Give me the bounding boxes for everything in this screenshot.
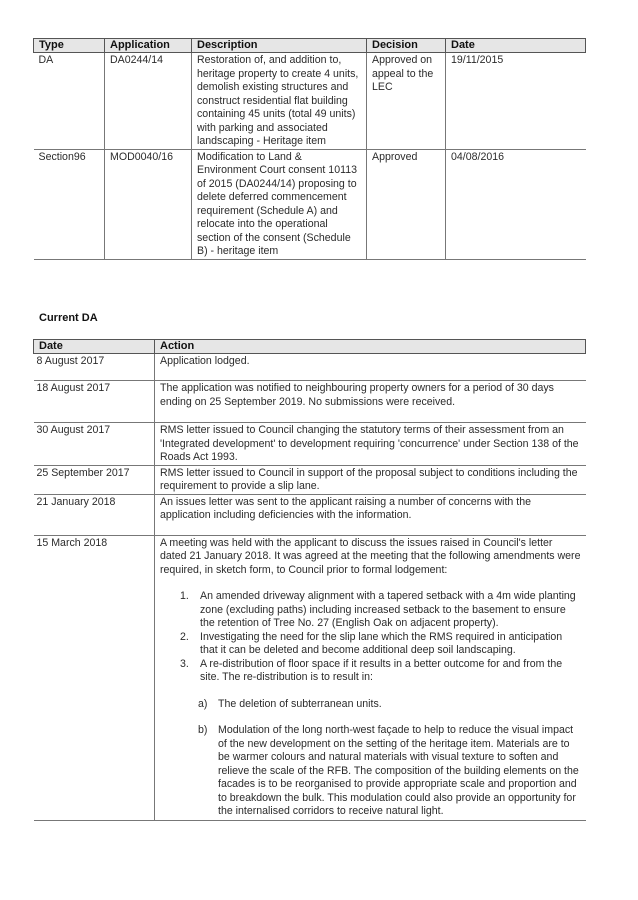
list-text: An amended driveway alignment with a tapered setback with a 4m wide planting zone (excluding paths) including increased setback to the basement to ensure the retention of Tree No. 27 (English Oak on adjacent property). xyxy=(200,590,576,629)
cell-date: 15 March 2018 xyxy=(34,535,155,820)
table-row xyxy=(34,465,586,494)
amendments-list xyxy=(180,590,581,685)
cell-date: 25 September 2017 xyxy=(34,465,155,494)
cell-decision: Approved on appeal to the LEC xyxy=(367,53,446,150)
list-marker: 2. xyxy=(180,630,189,643)
table-row xyxy=(34,53,586,150)
header-date: Date xyxy=(446,39,586,53)
cell-decision: Approved xyxy=(367,149,446,259)
list-item xyxy=(180,590,581,631)
list-text: The deletion of subterranean units. xyxy=(218,697,382,710)
table-row xyxy=(34,354,586,381)
cell-date: 18 August 2017 xyxy=(34,381,155,423)
list-item xyxy=(198,724,581,819)
cell-action: An issues letter was sent to the applicant raising a number of concerns with the application including deficiencies with the information. xyxy=(155,494,586,535)
list-marker: a) xyxy=(198,697,208,710)
cell-action: The application was notified to neighbouring property owners for a period of 30 days ending on 25 September 2019. No submissions were received. xyxy=(155,381,586,423)
cell-date: 30 August 2017 xyxy=(34,423,155,466)
cell-action: RMS letter issued to Council changing the statutory terms of their assessment from an 'Integrated development' to development requiring 'concurrence' under Section 138 of the Roads Act 1993. xyxy=(155,423,586,466)
cell-date: 19/11/2015 xyxy=(446,53,586,150)
list-marker: 3. xyxy=(180,657,189,670)
table-row xyxy=(34,535,586,820)
table-row xyxy=(34,494,586,535)
cell-application: MOD0040/16 xyxy=(105,149,192,259)
list-item xyxy=(180,631,581,658)
meeting-intro: A meeting was held with the applicant to discuss the issues raised in Council's letter dated 21 January 2018. It was agreed at the meeting that the following amendments were required, in sketch form, to Council prior to formal lodgement: xyxy=(160,536,581,576)
cell-date: 8 August 2017 xyxy=(34,354,155,381)
current-da-heading: Current DA xyxy=(39,312,98,324)
application-history-table xyxy=(33,38,586,260)
table-row xyxy=(34,381,586,423)
cell-type: DA xyxy=(34,53,105,150)
current-header-row xyxy=(34,340,586,354)
header-decision: Decision xyxy=(367,39,446,53)
header-type: Type xyxy=(34,39,105,53)
cell-action xyxy=(155,535,586,820)
header-description: Description xyxy=(192,39,367,53)
table-row xyxy=(34,149,586,259)
current-da-table xyxy=(33,339,586,821)
cell-date: 21 January 2018 xyxy=(34,494,155,535)
cell-description: Modification to Land & Environment Court consent 10113 of 2015 (DA0244/14) proposing to delete deferred commencement requirement (Schedule A) and relocate into the operational section of the consent (Schedule B) - heritage item xyxy=(192,149,367,259)
list-text: A re-distribution of floor space if it results in a better outcome for and from the site. The re-distribution is to result in: xyxy=(200,657,563,683)
cell-action: RMS letter issued to Council in support of the proposal subject to conditions including the requirement to provide a slip lane. xyxy=(155,465,586,494)
list-item xyxy=(198,698,581,712)
redistribution-list xyxy=(198,698,581,819)
cell-application: DA0244/14 xyxy=(105,53,192,150)
list-text: Investigating the need for the slip lane which the RMS required in anticipation that it can be deleted and become additional deep soil landscaping. xyxy=(200,630,563,656)
list-marker: b) xyxy=(198,724,208,736)
cell-description: Restoration of, and addition to, heritage property to create 4 units, demolish existing structures and construct residential flat building containing 45 units (total 49 units) with parking and associated landscaping - Heritage item xyxy=(192,53,367,150)
header-action: Action xyxy=(155,340,586,354)
header-date: Date xyxy=(34,340,155,354)
list-marker: 1. xyxy=(180,590,189,602)
list-item xyxy=(180,658,581,685)
cell-action: Application lodged. xyxy=(155,354,586,381)
header-application: Application xyxy=(105,39,192,53)
table-row xyxy=(34,423,586,466)
cell-type: Section96 xyxy=(34,149,105,259)
list-text: Modulation of the long north-west façade to help to reduce the visual impact of the new development on the setting of the heritage item. Materials are to be warmer colours and natural materials with visual texture to soften and relieve the scale of the RFB. The composition of the building elements on the facades is to be reorganised to provide appropriate scale and proportion and to breakdown the bulk. This modulation could also provide an opportunity for the internalised corridors to receive natural light. xyxy=(218,724,579,817)
history-header-row xyxy=(34,39,586,53)
cell-date: 04/08/2016 xyxy=(446,149,586,259)
